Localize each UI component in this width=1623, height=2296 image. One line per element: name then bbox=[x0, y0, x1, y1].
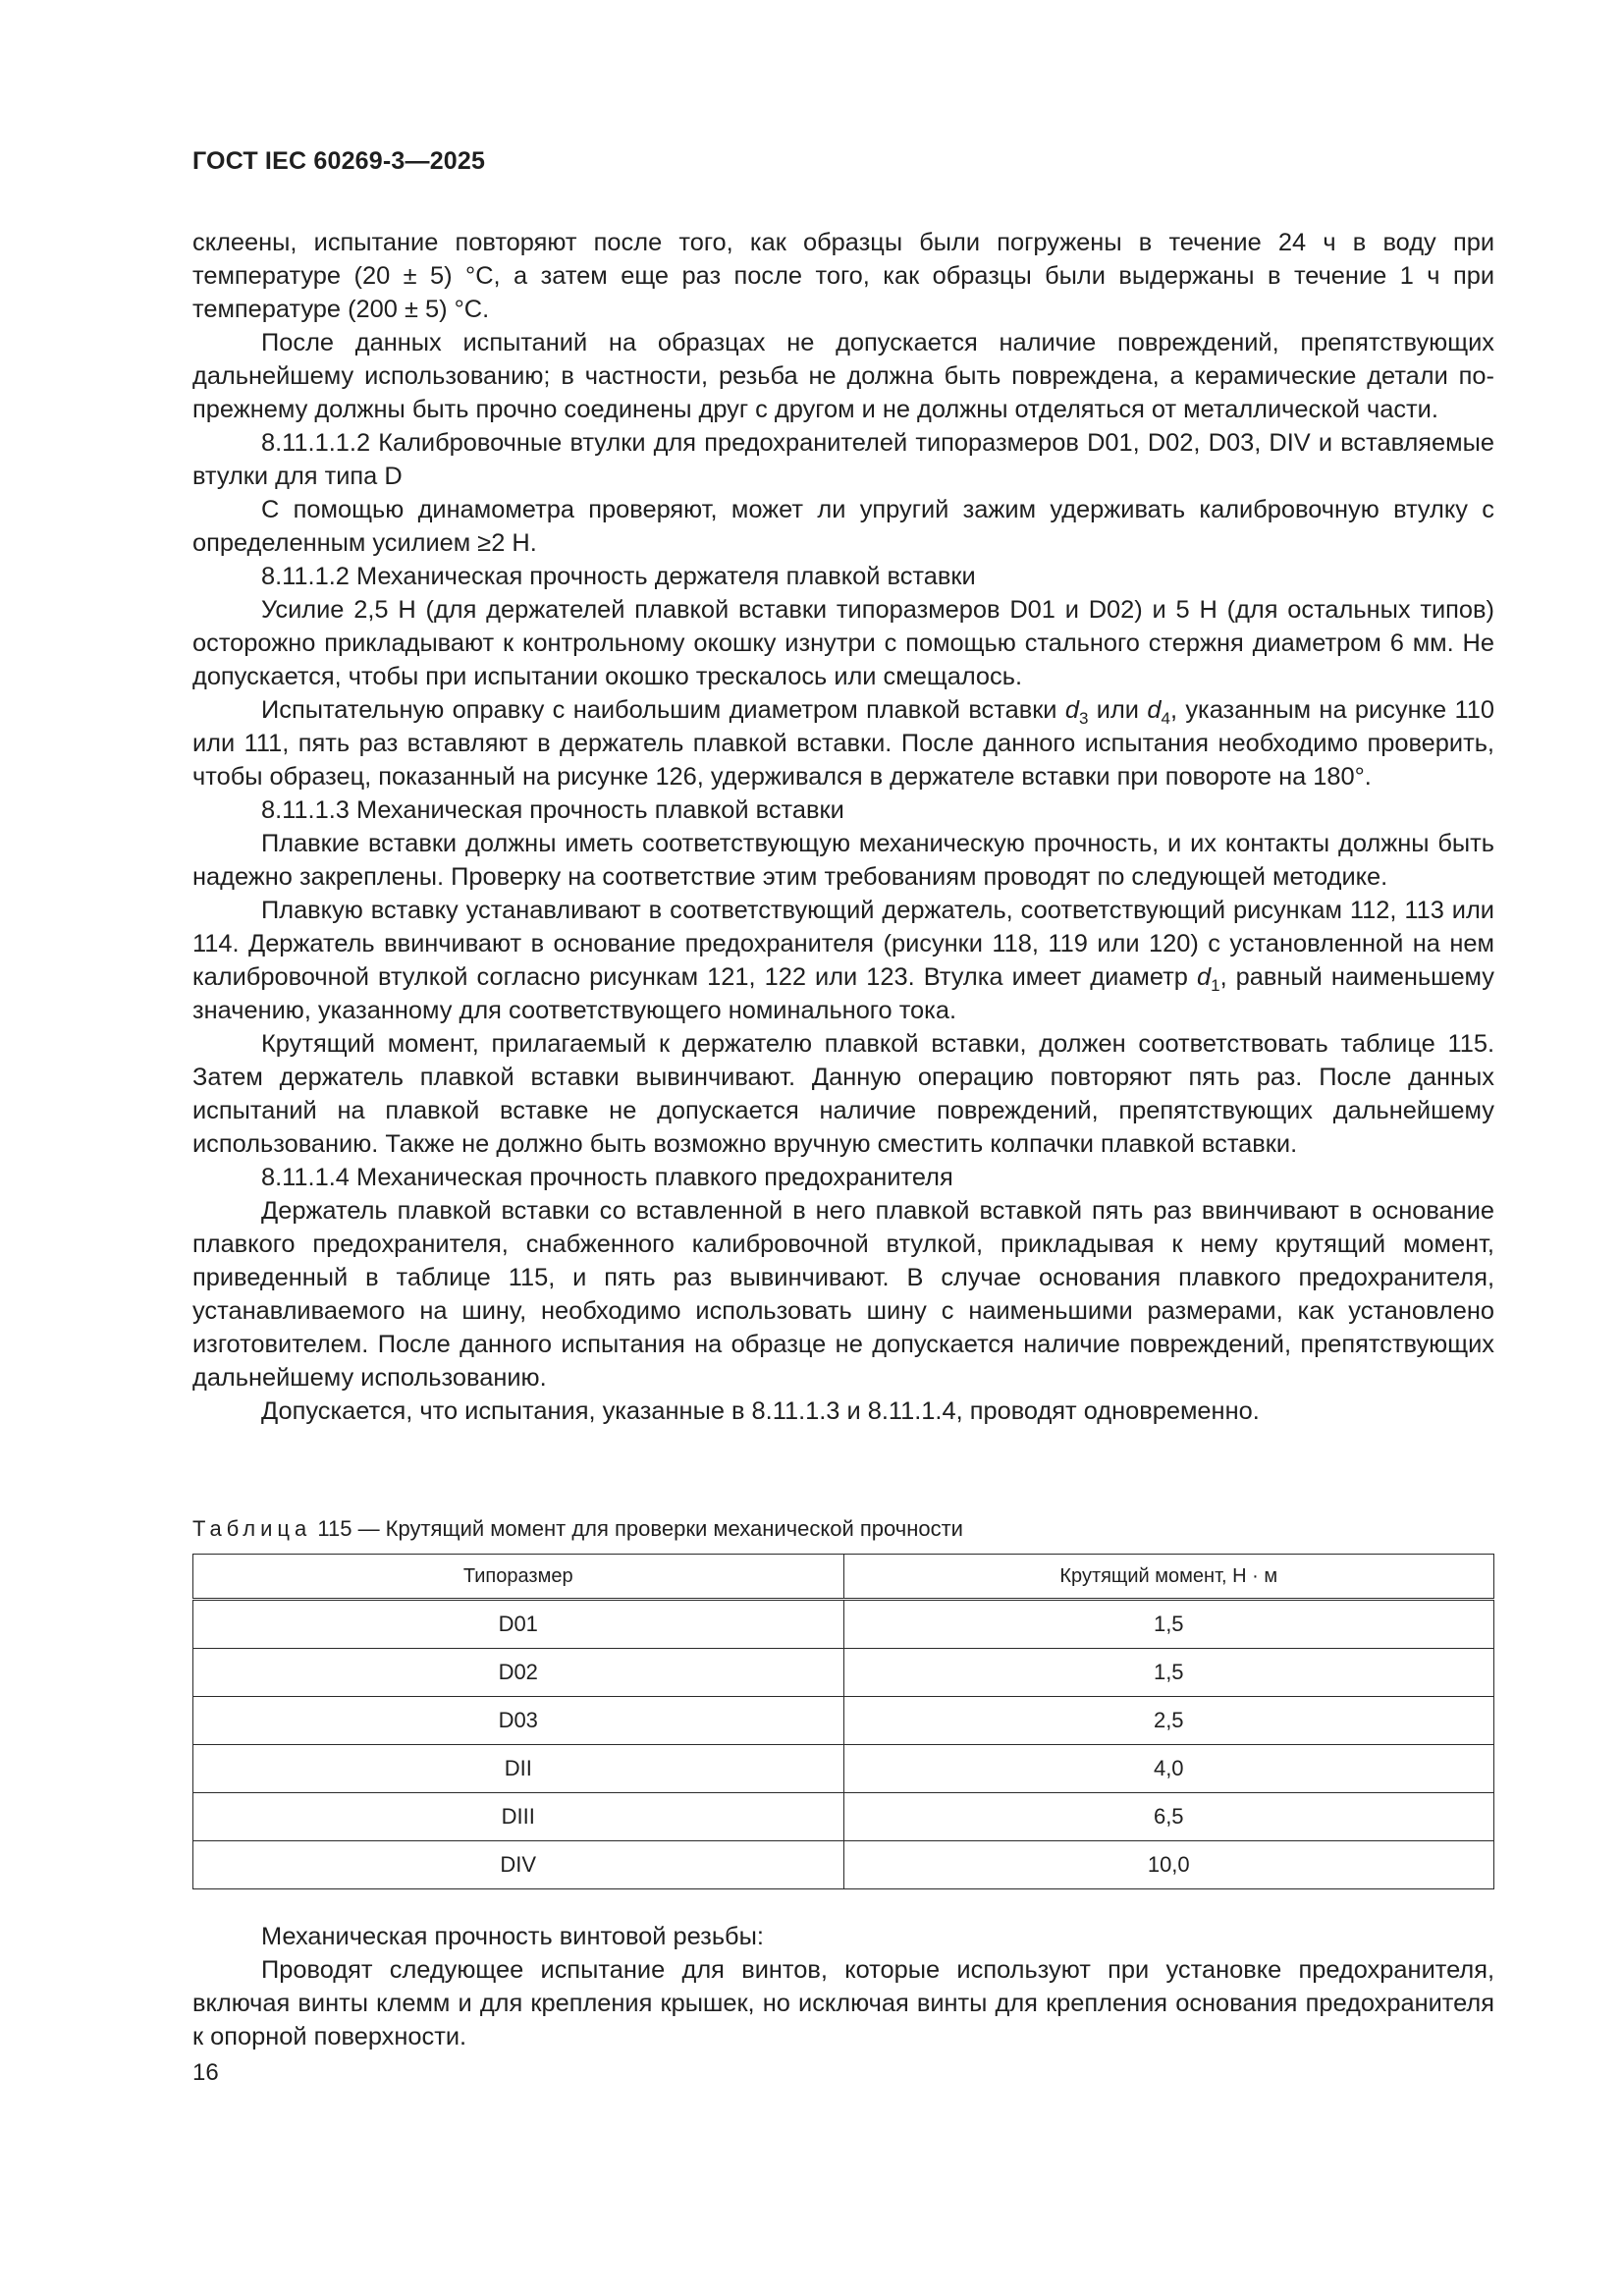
main-text bbox=[192, 226, 1494, 1428]
paragraph bbox=[192, 894, 1494, 1027]
subscript: 3 bbox=[1078, 709, 1089, 729]
cell-torque: 4,0 bbox=[843, 1745, 1494, 1793]
cell-size: D02 bbox=[193, 1649, 844, 1697]
column-header-size: Типоразмер bbox=[193, 1555, 844, 1600]
paragraph: После данных испытаний на образцах не допускается наличие повреждений, препятствующих дальнейшему использованию; в частности, резьба не должна быть повреждена, а керамические детали по-прежнему должны быть прочно соединены друг с другом и не должны отделяться от металлической части. bbox=[192, 329, 1494, 423]
table-caption-title: 115 — Крутящий момент для проверки механической прочности bbox=[311, 1516, 963, 1541]
text-run: , равный наименьшему значению, указанному для соответствующего номинального тока. bbox=[192, 963, 1494, 1024]
table-caption bbox=[192, 1515, 963, 1543]
table-row bbox=[193, 1600, 1494, 1649]
table-row bbox=[193, 1841, 1494, 1889]
section-heading-8-11-1-3: 8.11.1.3 Механическая прочность плавкой вставки bbox=[261, 796, 844, 824]
cell-torque: 2,5 bbox=[843, 1697, 1494, 1745]
cell-torque: 6,5 bbox=[843, 1793, 1494, 1841]
torque-table bbox=[192, 1554, 1494, 1889]
section-heading-8-11-1-4: 8.11.1.4 Механическая прочность плавкого предохранителя bbox=[261, 1164, 953, 1191]
section-heading-8-11-1-1-2: 8.11.1.1.2 Калибровочные втулки для предохранителей типоразмеров D01, D02, D03, DIV и вставляемые втулки для типа D bbox=[192, 429, 1494, 490]
cell-size: D03 bbox=[193, 1697, 844, 1745]
document-header: ГОСТ IEC 60269-3—2025 bbox=[192, 147, 486, 175]
subscript: 1 bbox=[1211, 976, 1220, 996]
table-row bbox=[193, 1745, 1494, 1793]
cell-torque: 1,5 bbox=[843, 1600, 1494, 1649]
symbol-d: d bbox=[1196, 963, 1212, 991]
text-run: Испытательную оправку с наибольшим диаметром плавкой вставки bbox=[261, 696, 1065, 724]
paragraph: Усилие 2,5 Н (для держателей плавкой вставки типоразмеров D01 и D02) и 5 Н (для остальных типов) осторожно прикладывают к контрольному окошку изнутри с помощью стального стержня диаметром 6 мм. Не допускается, чтобы при испытании окошко трескалось или смещалось. bbox=[192, 596, 1494, 690]
table-caption-word: Таблица bbox=[192, 1516, 312, 1541]
table-row bbox=[193, 1649, 1494, 1697]
cell-torque: 10,0 bbox=[843, 1841, 1494, 1889]
symbol-d: d bbox=[1147, 696, 1162, 724]
symbol-d: d bbox=[1064, 696, 1079, 724]
text-run: , указанным на рисунке 110 или 111, пять раз вставляют в держатель плавкой вставки. После данного испытания необходимо проверить, чтобы образец, показанный на рисунке 126, удерживался в держателе вставки при повороте на 180°. bbox=[192, 696, 1494, 791]
cell-size: DIV bbox=[193, 1841, 844, 1889]
cell-size: D01 bbox=[193, 1600, 844, 1649]
page-number: 16 bbox=[192, 2059, 219, 2086]
paragraph: Крутящий момент, прилагаемый к держателю плавкой вставки, должен соответствовать таблице 115. Затем держатель плавкой вставки вывинчивают. Данную операцию повторяют пять раз. После данных испытаний на плавкой вставке не допускается наличие повреждений, препятствующих дальнейшему использованию. Также не должно быть возможно вручную сместить колпачки плавкой вставки. bbox=[192, 1030, 1494, 1158]
cell-size: DIII bbox=[193, 1793, 844, 1841]
table-row bbox=[193, 1697, 1494, 1745]
paragraph: Проводят следующее испытание для винтов, которые используют при установке предохранителя, включая винты клемм и для крепления крышек, но исключая винты для крепления основания предохранителя к опорной поверхности. bbox=[192, 1956, 1494, 2050]
table-header-row bbox=[193, 1555, 1494, 1600]
cell-size: DII bbox=[193, 1745, 844, 1793]
text-run: или bbox=[1088, 696, 1148, 724]
column-header-torque: Крутящий момент, Н · м bbox=[843, 1555, 1494, 1600]
table-row bbox=[193, 1793, 1494, 1841]
paragraph: Механическая прочность винтовой резьбы: bbox=[261, 1923, 764, 1950]
paragraph: Держатель плавкой вставки со вставленной в него плавкой вставкой пять раз ввинчивают в основание плавкого предохранителя, снабженного калибровочной втулкой, прикладывая к нему крутящий момент, приведенный в таблице 115, и пять раз вывинчивают. В случае основания плавкого предохранителя, устанавливаемого на шину, необходимо использовать шину с наименьшими размерами, как установлено изготовителем. После данного испытания на образце не допускается наличие повреждений, препятствующих дальнейшему использованию. bbox=[192, 1197, 1494, 1392]
paragraph: склеены, испытание повторяют после того, как образцы были погружены в течение 24 ч в воду при температуре (20 ± 5) °С, а затем еще раз после того, как образцы были выдержаны в течение 1 ч при температуре (200 ± 5) °С. bbox=[192, 229, 1494, 323]
paragraph: Допускается, что испытания, указанные в 8.11.1.3 и 8.11.1.4, проводят одновременно. bbox=[261, 1397, 1260, 1425]
paragraph: Плавкие вставки должны иметь соответствующую механическую прочность, и их контакты должны быть надежно закреплены. Проверку на соответствие этим требованиям проводят по следующей методике. bbox=[192, 830, 1494, 891]
post-table-text bbox=[192, 1920, 1494, 2053]
cell-torque: 1,5 bbox=[843, 1649, 1494, 1697]
paragraph: С помощью динамометра проверяют, может ли упругий зажим удерживать калибровочную втулку с определенным усилием ≥2 Н. bbox=[192, 496, 1494, 557]
paragraph bbox=[192, 693, 1494, 793]
subscript: 4 bbox=[1161, 709, 1170, 729]
section-heading-8-11-1-2: 8.11.1.2 Механическая прочность держателя плавкой вставки bbox=[261, 563, 976, 590]
text-run: Плавкую вставку устанавливают в соответствующий держатель, соответствующий рисункам 112, 113 или 114. Держатель ввинчивают в основание предохранителя (рисунки 118, 119 или 120) с установленной на нем калибровочной втулкой согласно рисункам 121, 122 или 123. Втулка имеет диаметр bbox=[192, 897, 1494, 991]
